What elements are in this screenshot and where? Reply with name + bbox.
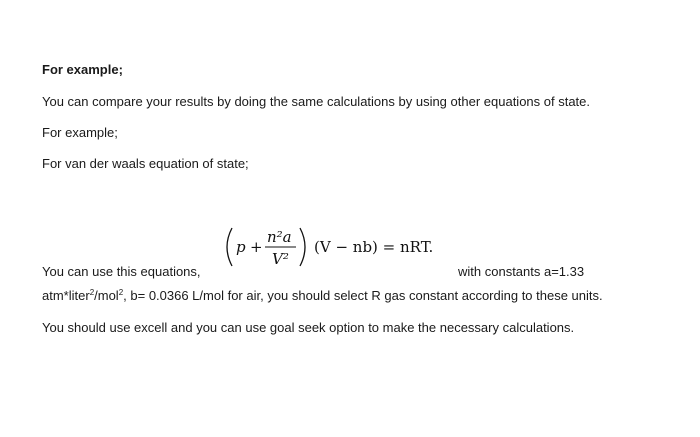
units-sup1: 2 <box>89 288 95 297</box>
eq-numerator: n²a <box>267 228 292 246</box>
eq-plus: + <box>250 238 263 256</box>
units-sup2: 2 <box>118 288 124 297</box>
equation-intro-text: You can use this equations, <box>42 264 201 279</box>
eq-factor: (V − nb) = nRT. <box>314 238 434 256</box>
van-der-waals-equation <box>220 222 460 272</box>
section-heading: For example; <box>42 62 123 77</box>
eq-denominator: V² <box>272 250 289 268</box>
paragraph-van-der-waals: For van der waals equation of state; <box>42 156 249 171</box>
left-paren <box>227 228 232 266</box>
paragraph-for-example: For example; <box>42 125 118 140</box>
equation-constants-text: with constants a=1.33 <box>458 264 585 279</box>
right-paren <box>300 228 305 266</box>
eq-p: p <box>236 238 246 256</box>
units-part2: /mol <box>94 288 119 303</box>
units-part1: atm*liter <box>42 288 90 303</box>
paragraph-compare-results: You can compare your results by doing the same calculations by using other equations of state. <box>42 94 591 109</box>
paragraph-excel-goal-seek: You should use excell and you can use goal seek option to make the necessary calculations. <box>42 320 575 335</box>
units-part3: , b= 0.0366 L/mol for air, you should select R gas constant according to these units. <box>123 288 603 303</box>
units-line <box>42 288 603 304</box>
